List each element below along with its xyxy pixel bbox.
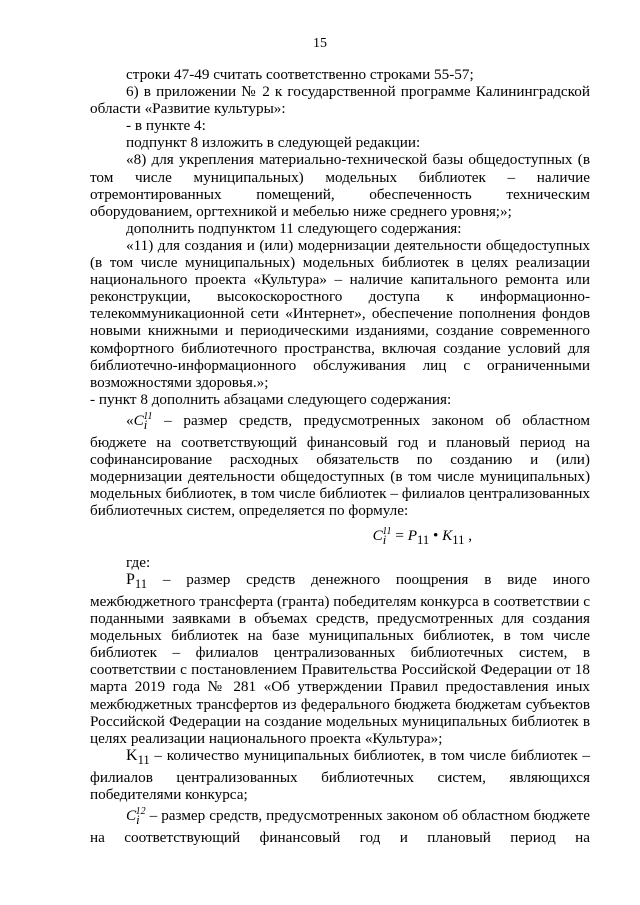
symbol-c-sup: 11 [143,410,153,422]
paragraph-subpoint-11-intro: дополнить подпунктом 11 следующего содержания: [126,219,462,237]
symbol-p11-sub: 11 [134,576,148,591]
page-number: 15 [313,36,327,51]
paragraph-ci12-definition [90,803,590,846]
symbol-k11-sub: 11 [137,752,150,767]
symbol-c: C [133,411,144,429]
ci12-definition-text: – размер средств, предусмотренных законом об областном бюджете на соответствующий финансовый год и плановый период на [90,807,590,847]
formula-lhs-sub: i [382,532,387,547]
formula-dot: • [429,526,443,544]
symbol-c12-sub: i [136,813,140,828]
paragraph-ci11-definition [90,408,590,520]
paragraph-subpoint-11-text: «11) для создания и (или) модернизации деятельности общедоступных (в том числе муниципальных) модельных библиотек в целях реализации национального проекта «Культура» – наличие капитального ремонта или реконструкции, высокоскоростного доступа к информационно-телекоммуникационной сети «Интернет», обеспечение пополнения фондов новыми книжными и периодическими изданиями, создание современного комфортного библиотечного пространства, включая создание условий для библиотечно-информационного обслуживания лиц с ограниченными возможностями здоровья.»; [90,236,590,391]
formula-k: K [442,526,453,544]
paragraph-subpoint-8-text: «8) для укрепления материально-технической базы общедоступных (в том числе муниципальных) модельных библиотек – наличие отремонтированных помещений, обеспеченность техническим оборудованием, оргтехникой и мебелью ниже среднего уровня;»; [90,151,590,220]
formula-equals: = [391,526,408,544]
quote-open: « [126,411,134,429]
formula-lhs: C [372,526,383,544]
paragraph-rows-renumber: строки 47-49 считать соответственно строками 55-57; [126,66,474,83]
symbol-c12: C [126,807,137,825]
symbol-c-sub: i [143,417,148,432]
paragraph-appendix-2: 6) в приложении № 2 к государственной программе Калининградской области «Развитие культуры»: [90,83,590,118]
k11-definition-text: – количество муниципальных библиотек, в том числе библиотек – филиалов централизованных библиотечных систем, являющихся победителями конкурса; [90,746,590,803]
formula [90,523,590,549]
symbol-p11: P [126,570,135,588]
ci11-definition-text: – размер средств, предусмотренных законом об областном бюджете на соответствующий финансовый год и плановый период на софинансирование расходных обязательств по созданию и (или) модернизации деятельности общедоступных (в том числе муниципальных) модельных библиотек, в том числе библиотек – филиалов централизованных библиотечных систем, определяется по формуле: [90,411,590,520]
paragraph-point-4: - в пункте 4: [126,117,206,135]
formula-p: P [407,526,417,544]
formula-k-sub: 11 [452,532,465,547]
p11-definition-text: – размер средств денежного поощрения в виде иного межбюджетного трансферта (гранта) победителям конкурса в соответствии с поданными заявками в объемах средств, предусмотренных для создания модельных библиотек на базе муниципальных библиотек, в том числе библиотек – филиалов централизованных библиотечных систем, в соответствии с постановлением Правительства Российской Федерации от 18 марта 2019 года № 281 «Об утверждении Правил предоставления иных межбюджетных трансфертов из федерального бюджета бюджетам субъектов Российской Федерации на создание модельных муниципальных библиотек в целях реализации национального проекта «Культура»; [90,570,590,747]
paragraph-p11-definition [90,571,590,747]
document-body [90,66,590,846]
paragraph-point-8-addition: - пункт 8 дополнить абзацами следующего содержания: [90,390,452,408]
symbol-c12-sup: 12 [135,806,146,818]
formula-p-sub: 11 [416,532,430,547]
paragraph-where: где: [126,553,151,571]
formula-end: , [464,526,472,544]
formula-lhs-sup: 11 [382,525,392,537]
symbol-k11: K [126,746,138,764]
paragraph-k11-definition [90,747,590,803]
paragraph-subpoint-8-intro: подпункт 8 изложить в следующей редакции: [126,134,421,152]
